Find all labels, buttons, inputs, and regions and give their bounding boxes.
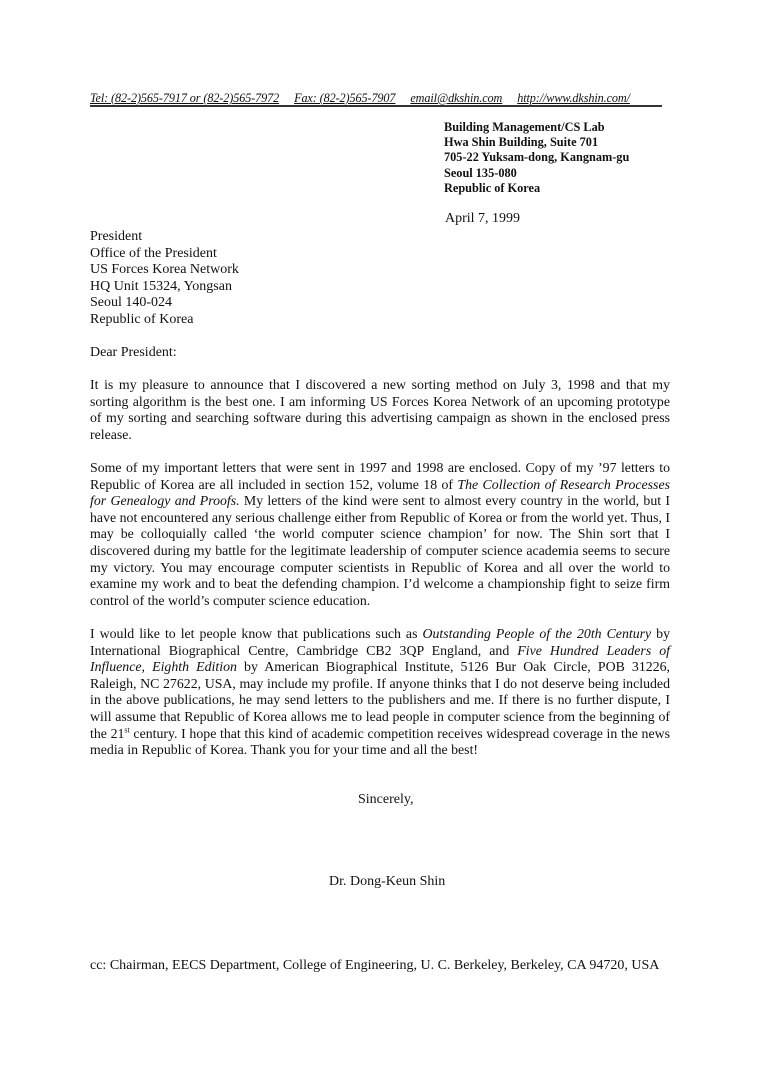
recipient-address-line: Office of the President — [90, 245, 217, 261]
email-address[interactable]: email@dkshin.com — [410, 91, 503, 105]
publication-edition: Eighth Edition — [152, 659, 237, 675]
ordinal-suffix: st — [124, 724, 130, 734]
salutation: Dear President: — [90, 345, 177, 360]
recipient-address-line: Republic of Korea — [90, 311, 194, 327]
sender-address-line: Building Management/CS Lab — [444, 120, 605, 134]
letterhead-contact-line — [90, 91, 662, 107]
fax-number: Fax: (82-2)565-7907 — [294, 91, 396, 105]
closing: Sincerely, — [358, 792, 414, 807]
telephone-numbers: Tel: (82-2)565-7917 or (82-2)565-7972 — [90, 91, 280, 105]
sender-address-line: Hwa Shin Building, Suite 701 — [444, 135, 599, 150]
sender-address-line: Republic of Korea — [444, 180, 541, 195]
signature-name: Dr. Dong-Keun Shin — [329, 874, 446, 889]
paragraph-text: , — [141, 659, 153, 675]
recipient-address-line: President — [90, 229, 143, 244]
recipient-address — [90, 229, 239, 329]
paragraph-text: My letters of the kind were sent to almost every country in the world, but I have not encountered any serious challenge either from Republic of Korea or from the world yet. Thus, I may be colloquially called ‘the world computer science champion’ for now. The Shin sort that I discovered during my battle for the legitimate leadership of computer science academia seems to secure my victory. You may encourage computer scientists in Republic of Korea and all over the world to examine my work and to beat the defending champion. I’d welcome a championship fight to seize firm control of the world’s computer science education. — [90, 493, 670, 608]
sender-address — [444, 120, 629, 196]
website-url[interactable]: http://www.dkshin.com/ — [517, 91, 630, 105]
letter-date: April 7, 1999 — [445, 211, 521, 226]
body-paragraph-2 — [90, 460, 670, 609]
sender-address-line: Seoul 135-080 — [444, 165, 517, 180]
publication-title: Five Hundred Leaders of Influence — [90, 642, 670, 675]
paragraph-text: by International Biographical Centre, Cambridge CB2 3QP England, and — [90, 626, 671, 658]
recipient-address-line: HQ Unit 15324, Yongsan — [90, 278, 232, 294]
sender-address-line: 705-22 Yuksam-dong, Kangnam-gu — [444, 150, 630, 165]
recipient-address-line: US Forces Korea Network — [90, 262, 239, 278]
recipient-address-line: Seoul 140-024 — [90, 295, 173, 311]
body-paragraph-1: It is my pleasure to announce that I discovered a new sorting method on July 3, 1998 and that my sorting algorithm is the best one. I am informing US Forces Korea Network of an upcoming prototype of my sorting and searching software during this advertising campaign as shown in the enclosed press release. — [90, 377, 670, 442]
paragraph-text: I would like to let people know that publications such as — [90, 626, 423, 641]
body-paragraph-3 — [90, 626, 670, 759]
paragraph-text: century. I hope that this kind of academic competition receives widespread coverage in the news media in Republic of Korea. Thank you for your time and all the best! — [90, 725, 670, 758]
paragraph-text: by American Biographical Institute, 5126 Bur Oak Circle, POB 31226, Raleigh, NC 27622, USA, may include my profile. If anyone thinks that I do not deserve being included in the above publications, he may send letters to the publishers and me. If there is no further dispute, I will assume that Republic of Korea allows me to lead people in computer science from the beginning of the 21 — [90, 659, 671, 741]
carbon-copy-line: cc: Chairman, EECS Department, College of Engineering, U. C. Berkeley, Berkeley, CA 94720, USA — [90, 958, 660, 973]
publication-title: Outstanding People of the 20th Century — [422, 626, 652, 641]
publication-title: The Collection of Research Processes for Genealogy and Proofs. — [90, 476, 670, 509]
paragraph-text: Some of my important letters that were sent in 1997 and 1998 are enclosed. Copy of my ’97 letters to Republic of Korea are all included in section 152, volume 18 of — [90, 460, 670, 492]
